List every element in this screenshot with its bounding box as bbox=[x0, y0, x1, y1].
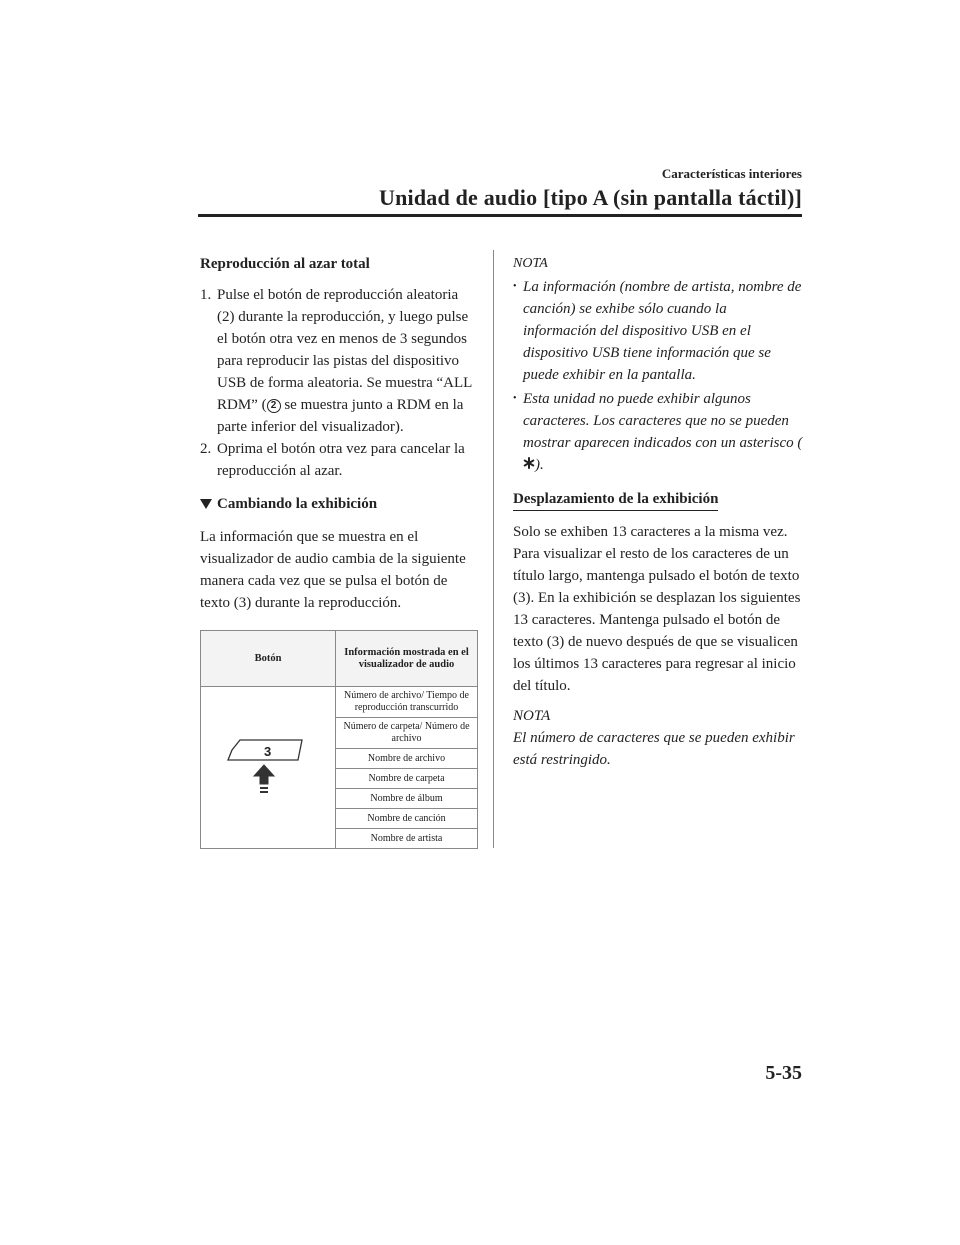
header-rule bbox=[198, 214, 802, 217]
table-cell-value: Nombre de carpeta bbox=[336, 769, 478, 789]
column-divider bbox=[493, 250, 494, 848]
step-1 bbox=[200, 284, 478, 438]
table-header-row bbox=[201, 631, 478, 687]
table-cell-value: Nombre de archivo bbox=[336, 749, 478, 769]
section-heading-text: Cambiando la exhibición bbox=[217, 496, 378, 512]
note-text-part: ). bbox=[535, 457, 544, 473]
note-text bbox=[523, 388, 803, 476]
triangle-down-icon bbox=[200, 499, 212, 509]
table-cell-value: Nombre de canción bbox=[336, 809, 478, 829]
display-table bbox=[200, 630, 478, 849]
nota2-text: El número de caracteres que se pueden exhibir está restringido. bbox=[513, 730, 795, 768]
bullet-icon: • bbox=[513, 281, 517, 292]
step-text bbox=[217, 284, 478, 438]
scroll-paragraph: Solo se exhiben 13 caracteres a la misma vez. Para visualizar el resto de los caracteres de un título largo, mantenga pulsado el botón de texto (3). En la exhibición se desplazan los siguientes 13 caracteres. Mantenga pulsado el botón de texto (3) de nuevo después de que se visualicen los últimos 13 caracteres para regresar al inicio del título. bbox=[513, 524, 801, 694]
steps-list bbox=[200, 284, 478, 482]
text-button-graphic bbox=[226, 738, 310, 798]
button-2-icon: 2 bbox=[267, 399, 281, 413]
bullet-icon: • bbox=[513, 393, 517, 404]
section-label: Características interiores bbox=[661, 166, 802, 181]
step-number: 1. bbox=[200, 287, 212, 303]
table-cell-value: Número de archivo/ Tiempo de reproducción transcurrido bbox=[336, 687, 478, 718]
subheading-random-playback: Reproducción al azar total bbox=[200, 256, 370, 272]
nota-label: NOTA bbox=[513, 256, 548, 271]
note-text: La información (nombre de artista, nombre de canción) se exhibe sólo cuando la información del dispositivo USB en el dispositivo USB tiene información que se puede exhibir en la pantalla. bbox=[523, 279, 802, 383]
page-title: Unidad de audio [tipo A (sin pantalla táctil)] bbox=[379, 185, 802, 210]
note-item bbox=[513, 388, 803, 476]
subheading-scroll: Desplazamiento de la exhibición bbox=[513, 490, 718, 511]
step-text: Oprima el botón otra vez para cancelar la reproducción al azar. bbox=[217, 441, 465, 479]
step-2 bbox=[200, 438, 478, 482]
table-row bbox=[201, 687, 478, 718]
nota2-label: NOTA bbox=[513, 708, 551, 724]
table-cell-value: Número de carpeta/ Número de archivo bbox=[336, 718, 478, 749]
page-number: 5-35 bbox=[765, 1062, 802, 1084]
left-column bbox=[200, 254, 478, 849]
note-text-part: Esta unidad no puede exhibir algunos caracteres. Los caracteres que no se pueden mostrar aparecen indicados con un asterisco ( bbox=[523, 391, 803, 451]
step-text-part: Pulse el botón de reproducción aleatoria (2) durante la reproducción, y luego pulse el botón otra vez en menos de 3 segundos para reproducir las pistas del dispositivo USB de forma aleatoria. Se muestra “ALL RDM” ( bbox=[217, 287, 472, 413]
asterisk-icon bbox=[523, 457, 535, 469]
button-cell bbox=[201, 687, 336, 849]
step-number: 2. bbox=[200, 441, 212, 457]
nota2 bbox=[513, 705, 803, 771]
step-text-part: se muestra junto a RDM en la parte inferior del visualizador). bbox=[217, 397, 464, 435]
table-cell-value: Nombre de álbum bbox=[336, 789, 478, 809]
display-paragraph: La información que se muestra en el visualizador de audio cambia de la siguiente manera cada vez que se pulsa el botón de texto (3) durante la reproducción. bbox=[200, 529, 466, 611]
button-3-icon bbox=[226, 738, 310, 798]
section-heading-display bbox=[200, 494, 478, 514]
table-header-button: Botón bbox=[201, 631, 336, 687]
right-column bbox=[513, 254, 803, 771]
table-cell-value: Nombre de artista bbox=[336, 829, 478, 849]
table-header-info: Información mostrada en el visualizador de audio bbox=[336, 631, 478, 687]
note-item bbox=[513, 276, 803, 386]
button-3-label: 3 bbox=[264, 743, 272, 759]
